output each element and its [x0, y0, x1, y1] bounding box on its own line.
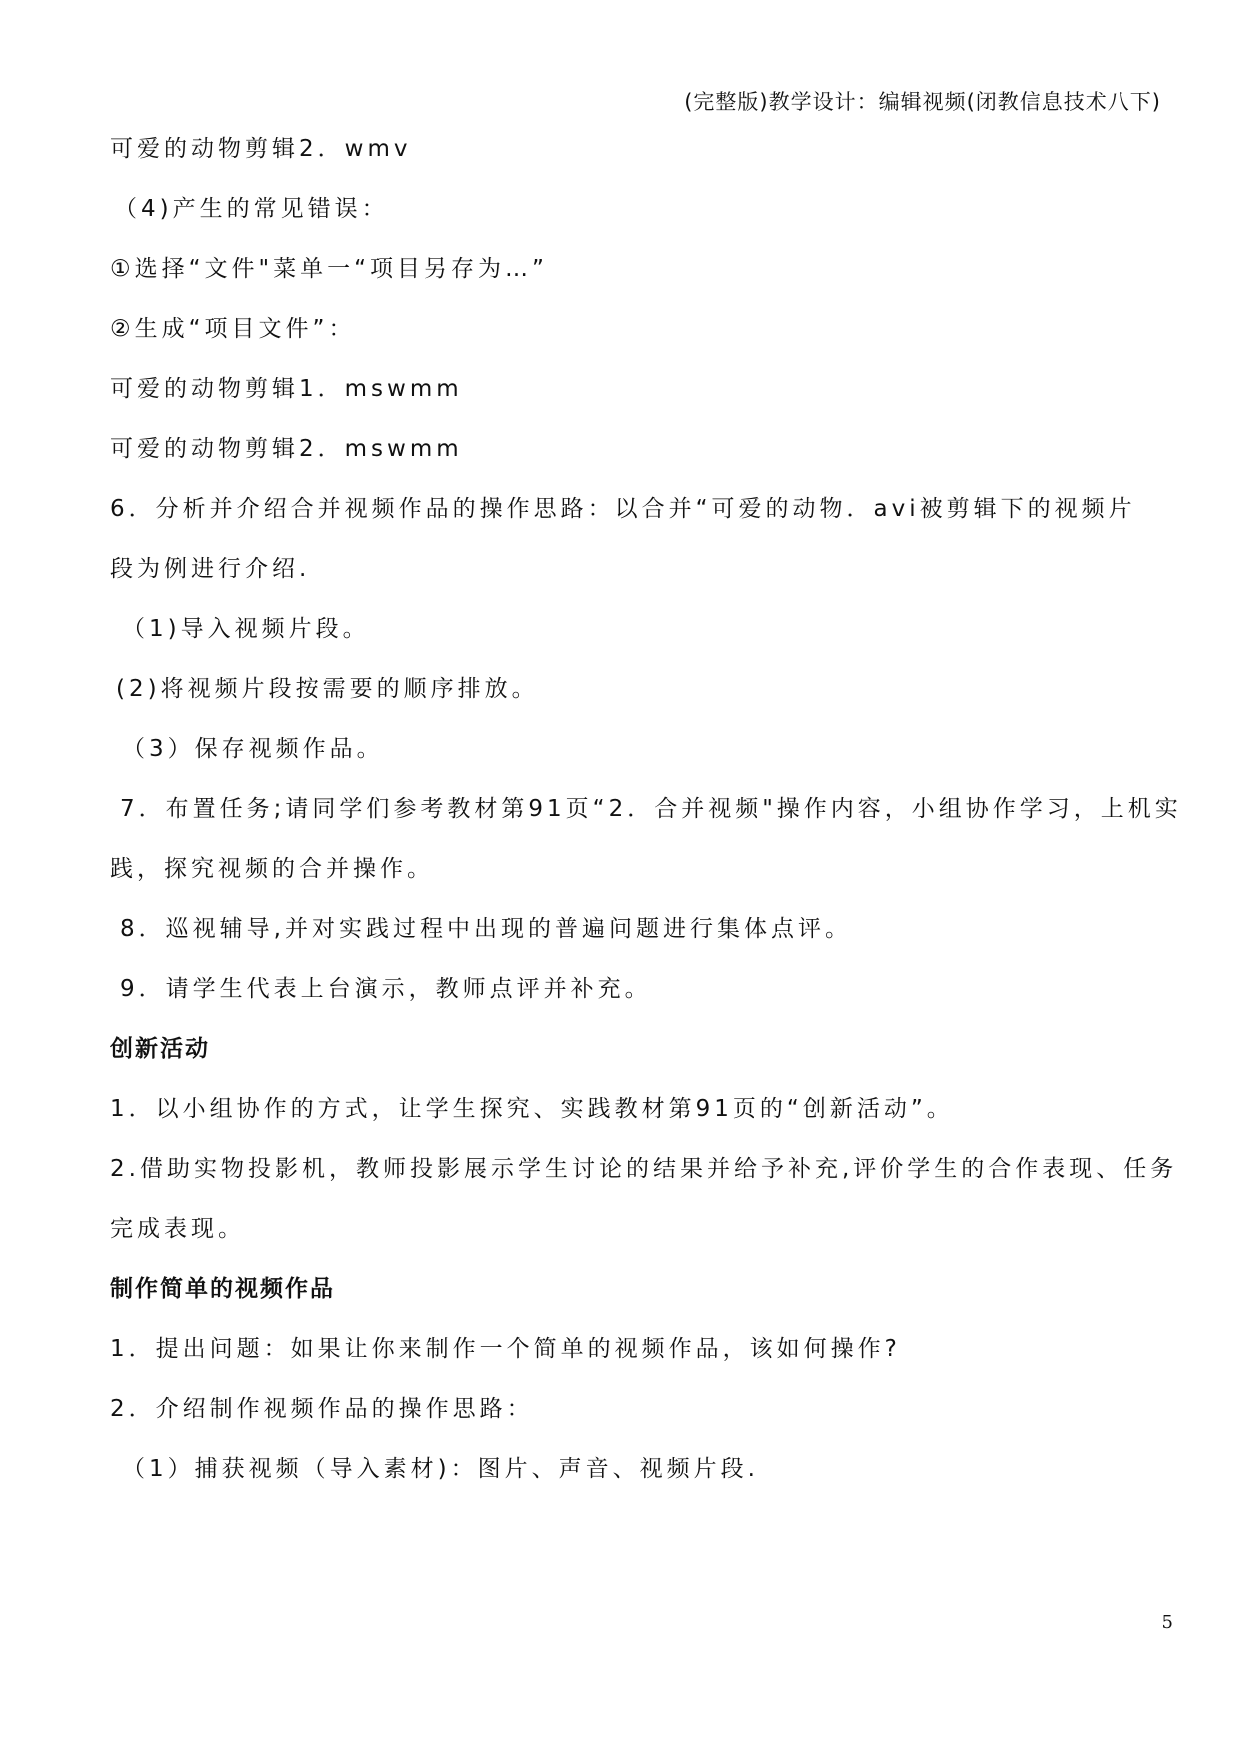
- text-line: ②生成“项目文件”：: [110, 316, 356, 342]
- text-line: （1)导入视频片段。: [122, 616, 370, 642]
- text-line: （1）捕获视频（导入素材)：图片、声音、视频片段.: [122, 1456, 759, 1482]
- text-line: 践，探究视频的合并操作。: [110, 856, 434, 882]
- text-line: 2．介绍制作视频作品的操作思路：: [110, 1396, 534, 1422]
- text-line: ①选择“文件"菜单一“项目另存为…”: [110, 256, 548, 282]
- section-heading: 制作简单的视频作品: [110, 1276, 335, 1302]
- section-heading: 创新活动: [110, 1036, 210, 1062]
- text-line: 可爱的动物剪辑1．mswmm: [110, 376, 463, 402]
- text-line: 2.借助实物投影机，教师投影展示学生讨论的结果并给予补充,评价学生的合作表现、任务: [110, 1156, 1178, 1182]
- page-number: 5: [1161, 1612, 1173, 1633]
- text-line: 6．分析并介绍合并视频作品的操作思路：以合并“可爱的动物．avi被剪辑下的视频片: [110, 496, 1136, 522]
- text-line: 8．巡视辅导,并对实践过程中出现的普遍问题进行集体点评。: [120, 916, 852, 942]
- text-line: 可爱的动物剪辑2．wmv: [110, 136, 412, 162]
- text-line: 完成表现。: [110, 1216, 245, 1242]
- text-line: （4)产生的常见错误：: [114, 196, 389, 222]
- text-line: 9．请学生代表上台演示，教师点评并补充。: [120, 976, 652, 1002]
- page-header: (完整版)教学设计：编辑视频(闭教信息技术八下): [684, 90, 1161, 114]
- text-line: 1．以小组协作的方式，让学生探究、实践教材第91页的“创新活动”。: [110, 1096, 954, 1122]
- text-line: (2)将视频片段按需要的顺序排放。: [116, 676, 539, 702]
- text-line: 1．提出问题：如果让你来制作一个简单的视频作品，该如何操作?: [110, 1336, 901, 1362]
- text-line: 可爱的动物剪辑2．mswmm: [110, 436, 463, 462]
- text-line: （3）保存视频作品。: [122, 736, 384, 762]
- text-line: 段为例进行介绍.: [110, 556, 311, 582]
- text-line: 7．布置任务;请同学们参考教材第91页“2．合并视频"操作内容，小组协作学习，上机实: [120, 796, 1182, 822]
